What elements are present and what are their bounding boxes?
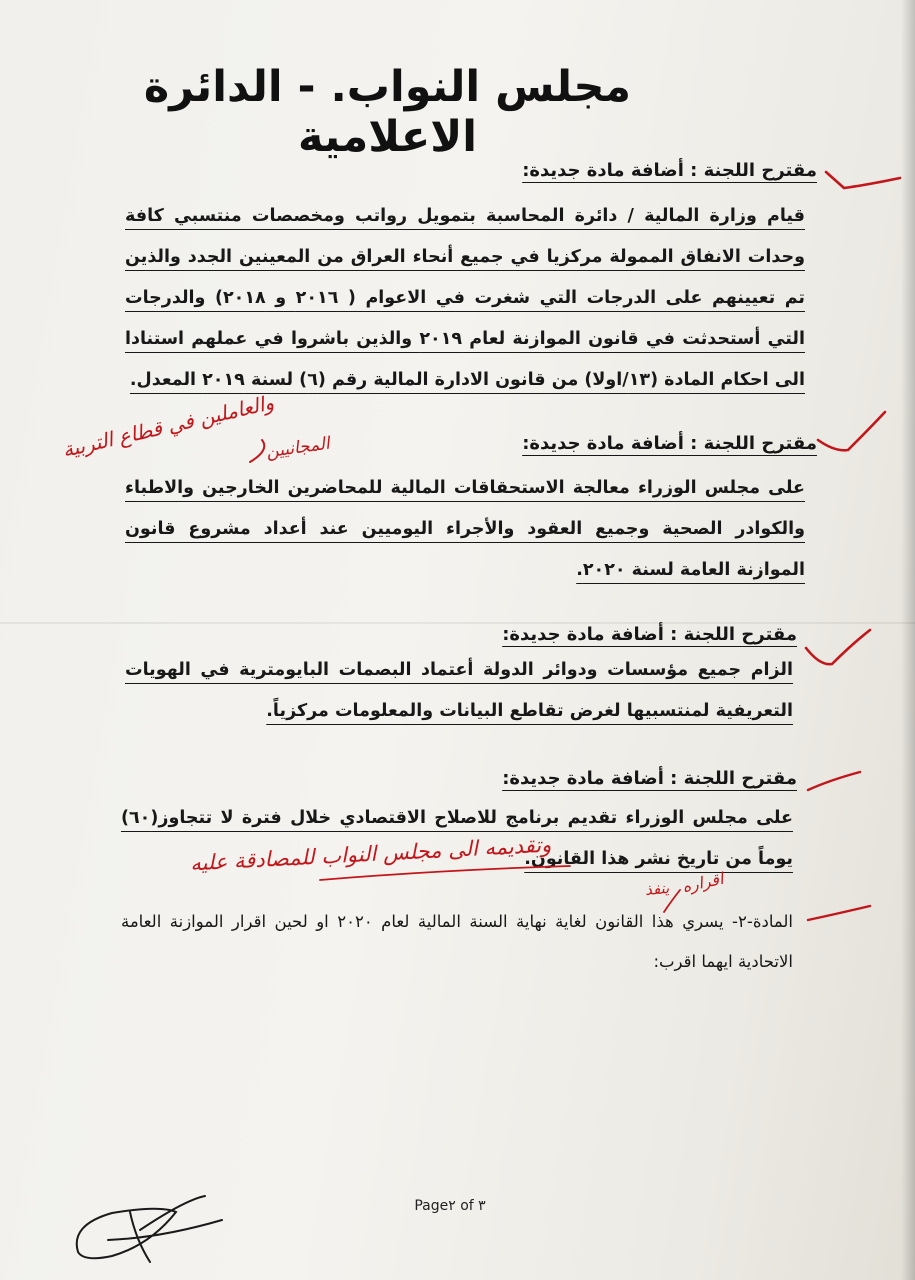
section-1-text: قيام وزارة المالية / دائرة المحاسبة بتمويل رواتب ومخصصات منتسبي كافة وحدات الانفاق الممولة مركزيا في جميع أنحاء العراق من المعينين الجدد والذين تم تعيينهم على الدرجات التي شغرت في الاعوام ( ٢٠١٦ و ٢٠١٨) والدرجات التي أستحدثت في قانون الموازنة لعام ٢٠١٩ والذين باشروا في عملهم استنادا الى احكام المادة (١٣/اولا) من قانون الادارة المالية رقم (٦) لسنة ٢٠١٩ المعدل.: [125, 206, 805, 390]
check-mark-icon: [808, 772, 860, 790]
section-2-text: على مجلس الوزراء معالجة الاستحقاقات المالية للمحاضرين الخارجين والاطباء والكوادر الصحية وجميع العقود والأجراء اليوميين عند أعداد مشروع قانون الموازنة العامة لسنة ٢٠٢٠.: [125, 478, 805, 580]
section-4-heading: مقترح اللجنة : أضافة مادة جديدة:: [502, 768, 797, 789]
check-mark-icon: [826, 172, 900, 188]
signature: [77, 1196, 222, 1262]
section-2-heading: مقترح اللجنة : أضافة مادة جديدة:: [522, 433, 817, 454]
check-mark-icon: [818, 412, 885, 450]
handwritten-note-approval: اقراره: [680, 868, 726, 897]
check-mark-icon: [808, 906, 870, 920]
handwritten-note-submit-parliament: وتقديمه الى مجلس النواب للمصادقة عليه: [189, 832, 552, 876]
section-3-text: الزام جميع مؤسسات ودوائر الدولة أعتماد البصمات البايومترية في الهويات التعريفية لمنتسبيها لغرض تقاطع البيانات والمعلومات مركزياً.: [125, 660, 793, 721]
handwritten-note-teachers: والعاملين في قطاع التربية: [60, 390, 276, 462]
section-1-heading: مقترح اللجنة : أضافة مادة جديدة:: [522, 160, 817, 181]
check-mark-icon: [806, 630, 870, 664]
page-title: مجلس النواب. - الدائرة الاعلامية: [143, 62, 632, 162]
article-2-text: المادة-٢- يسري هذا القانون لغاية نهاية السنة المالية لعام ٢٠٢٠ او لحين اقرار الموازنة العامة الاتحادية ايهما اقرب:: [121, 912, 793, 971]
handwritten-note-free: المجانيين: [264, 433, 331, 463]
section-3-heading: مقترح اللجنة : أضافة مادة جديدة:: [502, 624, 797, 645]
page-number: Page٢ of ٣: [414, 1198, 486, 1214]
handwritten-note-implement: ينفذ: [644, 878, 670, 900]
section-4-text: على مجلس الوزراء تقديم برنامج للاصلاح الاقتصادي خلال فترة لا تتجاوز(٦٠) يوماً من تاريخ نشر هذا القانون.: [121, 808, 793, 869]
